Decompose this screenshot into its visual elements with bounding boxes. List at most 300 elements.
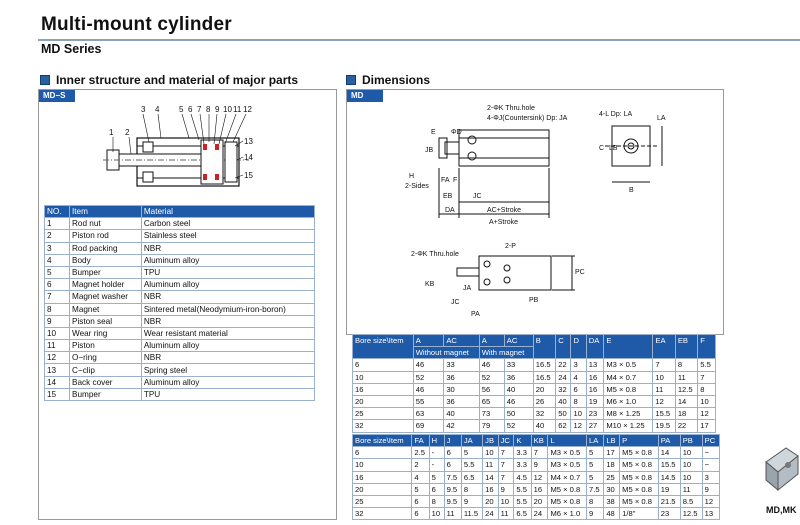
callout-9: 9	[215, 105, 220, 114]
label-jc-bottom: JC	[451, 299, 460, 306]
callout-4: 4	[155, 105, 160, 114]
dim1-cell: 42	[444, 420, 479, 432]
dim2-cell: 9	[461, 495, 482, 507]
dim2-cell: 23	[658, 508, 680, 520]
table-row	[45, 388, 315, 400]
dim1-cell: 62	[556, 420, 571, 432]
dim1-cell: 32	[533, 408, 555, 420]
dim2-cell: 11	[444, 508, 461, 520]
part-no: 8	[45, 303, 70, 315]
table-row	[353, 371, 716, 383]
dim2-cell: -	[429, 447, 444, 459]
table-row	[353, 359, 716, 371]
dim1-cell: 33	[504, 359, 533, 371]
callout-5: 5	[179, 105, 184, 114]
table-row	[45, 291, 315, 303]
dim2-cell: M6 × 1.0	[548, 508, 587, 520]
part-material: NBR	[141, 352, 314, 364]
side-view-body	[459, 130, 549, 166]
dim2-cell: 38	[604, 495, 620, 507]
part-no: 15	[45, 388, 70, 400]
dim1-cell: 26	[533, 395, 555, 407]
dim2-cell: 5.5	[514, 483, 531, 495]
part-material: Spring steel	[141, 364, 314, 376]
part-material: TPU	[141, 266, 314, 278]
dim1-col-da: DA	[586, 335, 604, 359]
part-no: 11	[45, 340, 70, 352]
dim1-cell: 69	[413, 420, 444, 432]
dim1-cell: 10	[353, 371, 414, 383]
dim1-col-ac: AC	[444, 335, 479, 347]
col-no: NO.	[45, 206, 70, 218]
callout-14: 14	[244, 153, 253, 162]
dim2-cell: 3.3	[514, 459, 531, 471]
dim2-cell: 48	[604, 508, 620, 520]
dim2-cell: 6	[353, 447, 412, 459]
dim1-cell: 32	[556, 383, 571, 395]
dim2-cell: 10	[680, 471, 702, 483]
dim2-cell: M5 × 0.8	[620, 483, 659, 495]
part-no: 4	[45, 254, 70, 266]
structure-panel-tag: MD−S	[39, 90, 75, 102]
table-row	[45, 266, 315, 278]
dim1-cell: 6	[353, 359, 414, 371]
dim2-col-header: P	[620, 435, 659, 447]
part-item: Piston seal	[70, 315, 142, 327]
dimensions-panel-tag: MD	[347, 90, 383, 102]
dim2-cell: 8	[587, 495, 604, 507]
part-no: 13	[45, 364, 70, 376]
part-no: 6	[45, 279, 70, 291]
table-row	[45, 315, 315, 327]
part-material: Aluminum alloy	[141, 254, 314, 266]
dim1-cell: 8	[698, 383, 716, 395]
table-row	[353, 495, 720, 507]
dim1-cell: 36	[444, 395, 479, 407]
dim1-cell: 24	[556, 371, 571, 383]
dim1-cell: 15.5	[653, 408, 675, 420]
part-material: NBR	[141, 291, 314, 303]
part-material: TPU	[141, 388, 314, 400]
dim1-cell: M4 × 0.7	[604, 371, 653, 383]
table-row	[353, 408, 716, 420]
dim1-cell: 36	[504, 371, 533, 383]
dim1-cell: 6	[571, 383, 586, 395]
dim2-cell: 2.5	[412, 447, 429, 459]
dim1-cell: 30	[444, 383, 479, 395]
dim1-cell: 16.5	[533, 359, 555, 371]
part-material: Wear resistant material	[141, 327, 314, 339]
dimensions-heading-text: Dimensions	[362, 73, 431, 87]
dim2-cell: 32	[353, 508, 412, 520]
table-row	[45, 230, 315, 242]
title-rule	[38, 39, 800, 41]
callout-13: 13	[244, 137, 253, 146]
dim1-cell: 55	[413, 395, 444, 407]
part-no: 12	[45, 352, 70, 364]
part-item: Back cover	[70, 376, 142, 388]
dim2-cell: 6	[412, 495, 429, 507]
dim1-cell: 40	[556, 395, 571, 407]
part-material: Sintered metal(Neodymium-iron-boron)	[141, 303, 314, 315]
label-sides: 2-Sides	[405, 183, 429, 190]
dim2-col-header: L	[548, 435, 587, 447]
label-phi-d: ΦD	[451, 129, 462, 136]
dimensions-table-1	[352, 334, 716, 433]
dim2-col-header: K	[514, 435, 531, 447]
part-no: 2	[45, 230, 70, 242]
dim1-cell: M5 × 0.8	[604, 383, 653, 395]
dim2-cell: 6.5	[514, 508, 531, 520]
dim1-cell: 4	[571, 371, 586, 383]
dim2-cell: 6	[412, 508, 429, 520]
table-row	[353, 420, 716, 432]
part-material: Stainless steel	[141, 230, 314, 242]
label-ac-stroke: AC+Stroke	[487, 207, 522, 214]
table-row	[45, 303, 315, 315]
label-a-stroke: A+Stroke	[489, 219, 518, 226]
dim2-cell: 25	[353, 495, 412, 507]
label-lb: LB	[609, 145, 618, 152]
dim2-cell: 14	[483, 471, 498, 483]
dimensions-heading	[346, 73, 430, 87]
dim2-cell: 7	[498, 447, 514, 459]
dim1-cell: M6 × 1.0	[604, 395, 653, 407]
dim1-cell: 46	[413, 359, 444, 371]
dim2-cell: 7	[531, 447, 548, 459]
label-fa: FA	[441, 177, 450, 184]
label-counterbore: 4-ΦJ(Countersink) Dp: JA	[487, 115, 568, 122]
callout-2: 2	[125, 128, 130, 137]
table-row	[45, 376, 315, 388]
dim2-cell: 11	[498, 508, 514, 520]
dim2-cell: M3 × 0.5	[548, 459, 587, 471]
dim1-cell: 11	[653, 383, 675, 395]
callout-12: 12	[243, 105, 252, 114]
drawing-seal	[203, 144, 207, 150]
part-material: Aluminum alloy	[141, 279, 314, 291]
part-no: 14	[45, 376, 70, 388]
product-caption: MD,MK	[766, 505, 797, 515]
dim1-cell: 56	[479, 383, 504, 395]
callout-1: 1	[109, 128, 114, 137]
dim1-cell: 52	[479, 371, 504, 383]
dim2-cell: 9.5	[444, 495, 461, 507]
dim2-cell: M5 × 0.8	[620, 495, 659, 507]
dim2-cell: 19	[658, 483, 680, 495]
dim1-cell: 50	[504, 408, 533, 420]
part-item: Rod nut	[70, 218, 142, 230]
dim1-cell: 16.5	[533, 371, 555, 383]
dim1-cell: 52	[504, 420, 533, 432]
dim2-cell: M5 × 0.8	[620, 471, 659, 483]
dim2-cell: M5 × 0.8	[620, 459, 659, 471]
dim1-cell: 14	[675, 395, 697, 407]
part-item: Rod packing	[70, 242, 142, 254]
label-e: E	[431, 129, 436, 136]
bullet-square-icon	[40, 75, 50, 85]
dim1-cell: 46	[504, 395, 533, 407]
part-item: Magnet holder	[70, 279, 142, 291]
table-row	[353, 483, 720, 495]
part-no: 3	[45, 242, 70, 254]
dim2-cell: 8.5	[680, 495, 702, 507]
part-no: 7	[45, 291, 70, 303]
table-row	[45, 279, 315, 291]
dim2-cell: 6.5	[461, 471, 482, 483]
callout-15: 15	[244, 171, 253, 180]
label-pb: PB	[529, 297, 539, 304]
dim2-cell: 9	[587, 508, 604, 520]
part-item: Piston	[70, 340, 142, 352]
dim1-cell: 65	[479, 395, 504, 407]
part-material: Aluminum alloy	[141, 376, 314, 388]
dim2-cell: 9	[498, 483, 514, 495]
table-row	[45, 254, 315, 266]
dim2-cell: 10	[483, 447, 498, 459]
table-row	[353, 447, 720, 459]
dim1-cell: 7	[698, 371, 716, 383]
dim2-cell: 7	[498, 459, 514, 471]
callout-7: 7	[197, 105, 202, 114]
dim2-cell: 6	[444, 447, 461, 459]
materials-table	[44, 205, 315, 401]
dim2-cell: 14.5	[658, 471, 680, 483]
part-material: Aluminum alloy	[141, 340, 314, 352]
label-kb: KB	[425, 281, 435, 288]
dim2-cell: 24	[483, 508, 498, 520]
part-item: Bumper	[70, 266, 142, 278]
dimensions-table-2	[352, 434, 720, 520]
dim2-cell: 4.5	[514, 471, 531, 483]
label-pa: PA	[471, 311, 480, 318]
dim2-col-header: JC	[498, 435, 514, 447]
bottom-view-body	[479, 256, 551, 290]
dim2-cell: 10	[498, 495, 514, 507]
dim2-cell: 11	[680, 483, 702, 495]
dim2-header-row	[353, 435, 720, 447]
dim2-col-header: JB	[483, 435, 498, 447]
dim1-cell: 12	[653, 395, 675, 407]
dim2-cell: 10	[680, 459, 702, 471]
dim2-cell: 12	[702, 495, 719, 507]
dim2-col-header: PA	[658, 435, 680, 447]
dim1-cell: 25	[353, 408, 414, 420]
dim1-cell: 12	[571, 420, 586, 432]
dim2-cell: 11	[483, 459, 498, 471]
part-material: NBR	[141, 242, 314, 254]
dim2-cell: 7.5	[587, 483, 604, 495]
dim2-cell: −	[702, 459, 719, 471]
dim2-cell: 25	[604, 471, 620, 483]
series-name: MD Series	[41, 42, 102, 56]
label-h: H	[409, 173, 415, 180]
dim2-col-header: FA	[412, 435, 429, 447]
dim1-cell: 52	[413, 371, 444, 383]
dim1-cell: 20	[353, 395, 414, 407]
dim2-cell: 10	[680, 447, 702, 459]
dim1-cell: 16	[586, 371, 604, 383]
dim1-cell: 23	[586, 408, 604, 420]
dim2-cell: 20	[353, 483, 412, 495]
dim2-col-header: KB	[531, 435, 548, 447]
dim1-cell: 33	[444, 359, 479, 371]
dim1-cell: 63	[413, 408, 444, 420]
dim2-cell: 9	[702, 483, 719, 495]
product-thumbnail	[760, 432, 800, 502]
cylinder-cross-section-drawing	[39, 102, 336, 212]
dim1-cell: 40	[504, 383, 533, 395]
callout-10: 10	[223, 105, 232, 114]
dim1-cell: 7	[653, 359, 675, 371]
dim1-cell: M10 × 1.25	[604, 420, 653, 432]
label-c: C	[599, 145, 605, 152]
dim1-col-bore: Bore size\Item	[353, 335, 414, 359]
part-item: Bumper	[70, 388, 142, 400]
dim2-cell: 18	[604, 459, 620, 471]
dim2-cell: 7	[498, 471, 514, 483]
dim1-cell: 3	[571, 359, 586, 371]
label-eb: EB	[443, 193, 453, 200]
dim2-cell: 10	[429, 508, 444, 520]
dim2-cell: 8	[429, 495, 444, 507]
dim1-col-c: C	[556, 335, 571, 359]
dim1-col-a: A	[413, 335, 444, 347]
label-port: 2-P	[505, 243, 516, 250]
dimension-drawings	[347, 90, 723, 334]
dim1-col-ac2: AC	[504, 335, 533, 347]
dim2-cell: 5	[587, 471, 604, 483]
dim1-cell: 11	[675, 371, 697, 383]
dim1-cell: 10	[571, 408, 586, 420]
dim2-cell: 24	[531, 508, 548, 520]
dim2-cell: 5	[412, 483, 429, 495]
dim1-col-eb: EB	[675, 335, 697, 359]
label-jb: JB	[425, 147, 434, 154]
table-row	[45, 218, 315, 230]
part-no: 5	[45, 266, 70, 278]
dim1-cell: 46	[479, 359, 504, 371]
dim1-cell: 22	[556, 359, 571, 371]
label-b: B	[629, 187, 634, 194]
dim2-cell: 12.5	[680, 508, 702, 520]
dim2-col-header: Bore size\Item	[353, 435, 412, 447]
dim1-cell: 18	[675, 408, 697, 420]
part-no: 10	[45, 327, 70, 339]
dim1-cell: 19	[586, 395, 604, 407]
table-row	[353, 383, 716, 395]
dim1-cell: 46	[413, 383, 444, 395]
dim1-cell: 73	[479, 408, 504, 420]
page-title: Multi-mount cylinder	[41, 14, 232, 35]
part-material: NBR	[141, 315, 314, 327]
part-no: 9	[45, 315, 70, 327]
dim2-cell: M5 × 0.8	[620, 447, 659, 459]
dim1-cell: 79	[479, 420, 504, 432]
label-jc-top: JC	[473, 193, 482, 200]
dim1-cell: 32	[353, 420, 414, 432]
dimensions-panel	[346, 89, 724, 335]
table-row	[45, 352, 315, 364]
dim2-col-header: J	[444, 435, 461, 447]
label-pc: PC	[575, 269, 585, 276]
dim2-cell: 9	[531, 459, 548, 471]
dim1-cell: 12	[698, 408, 716, 420]
dim1-cell: 19.5	[653, 420, 675, 432]
dim1-cell: 10	[653, 371, 675, 383]
dim2-cell: 11.5	[461, 508, 482, 520]
dim2-col-header: LB	[604, 435, 620, 447]
dim2-col-header: JA	[461, 435, 482, 447]
dim1-header-row	[353, 335, 716, 347]
dim2-cell: 1/8"	[620, 508, 659, 520]
bullet-square-icon	[346, 75, 356, 85]
part-no: 1	[45, 218, 70, 230]
dim1-cell: 10	[698, 395, 716, 407]
part-item: Piston rod	[70, 230, 142, 242]
dim2-cell: 12	[531, 471, 548, 483]
dim1-cell: 17	[698, 420, 716, 432]
dim2-cell: 15.5	[658, 459, 680, 471]
dim1-col-f: F	[698, 335, 716, 359]
part-item: Body	[70, 254, 142, 266]
dim2-cell: -	[429, 459, 444, 471]
dim2-col-header: PC	[702, 435, 719, 447]
part-item: Magnet	[70, 303, 142, 315]
dim1-cell: 40	[533, 420, 555, 432]
dim1-cell: 8	[571, 395, 586, 407]
drawing-back-cover	[225, 142, 237, 182]
dim1-col-b: B	[533, 335, 555, 359]
label-tap: 4-L Dp: LA	[599, 111, 633, 118]
table-row	[353, 395, 716, 407]
materials-header-row	[45, 206, 315, 218]
structure-heading-text: Inner structure and material of major parts	[56, 73, 299, 87]
dim2-cell: M4 × 0.7	[548, 471, 587, 483]
table-row	[45, 327, 315, 339]
dim2-cell: 5	[461, 447, 482, 459]
dim1-cell: 8	[675, 359, 697, 371]
dim1-cell: M8 × 1.25	[604, 408, 653, 420]
dim2-cell: M5 × 0.8	[548, 483, 587, 495]
dim2-cell: 17	[604, 447, 620, 459]
callout-11: 11	[233, 105, 242, 114]
label-thru-hole-bottom: 2-ΦK Thru.hole	[411, 251, 459, 258]
dim1-col-e: E	[604, 335, 653, 359]
dim2-cell: 3	[702, 471, 719, 483]
dim2-cell: 8	[461, 483, 482, 495]
table-row	[353, 459, 720, 471]
dim2-cell: 3.3	[514, 447, 531, 459]
dim1-col-d: D	[571, 335, 586, 359]
dim1-cell: 12.5	[675, 383, 697, 395]
dim1-cell: 50	[556, 408, 571, 420]
dim1-col-a2: A	[479, 335, 504, 347]
table-row	[353, 508, 720, 520]
dim2-cell: 16	[353, 471, 412, 483]
dim2-cell: 14	[658, 447, 680, 459]
dim2-cell: 6	[429, 483, 444, 495]
callout-3: 3	[141, 105, 146, 114]
dim2-cell: 10	[353, 459, 412, 471]
col-item: Item	[70, 206, 142, 218]
dim1-cell: M3 × 0.5	[604, 359, 653, 371]
part-material: Carbon steel	[141, 218, 314, 230]
dim1-cell: 27	[586, 420, 604, 432]
dim2-cell: 16	[483, 483, 498, 495]
part-item: O−ring	[70, 352, 142, 364]
dim2-cell: 7.5	[444, 471, 461, 483]
